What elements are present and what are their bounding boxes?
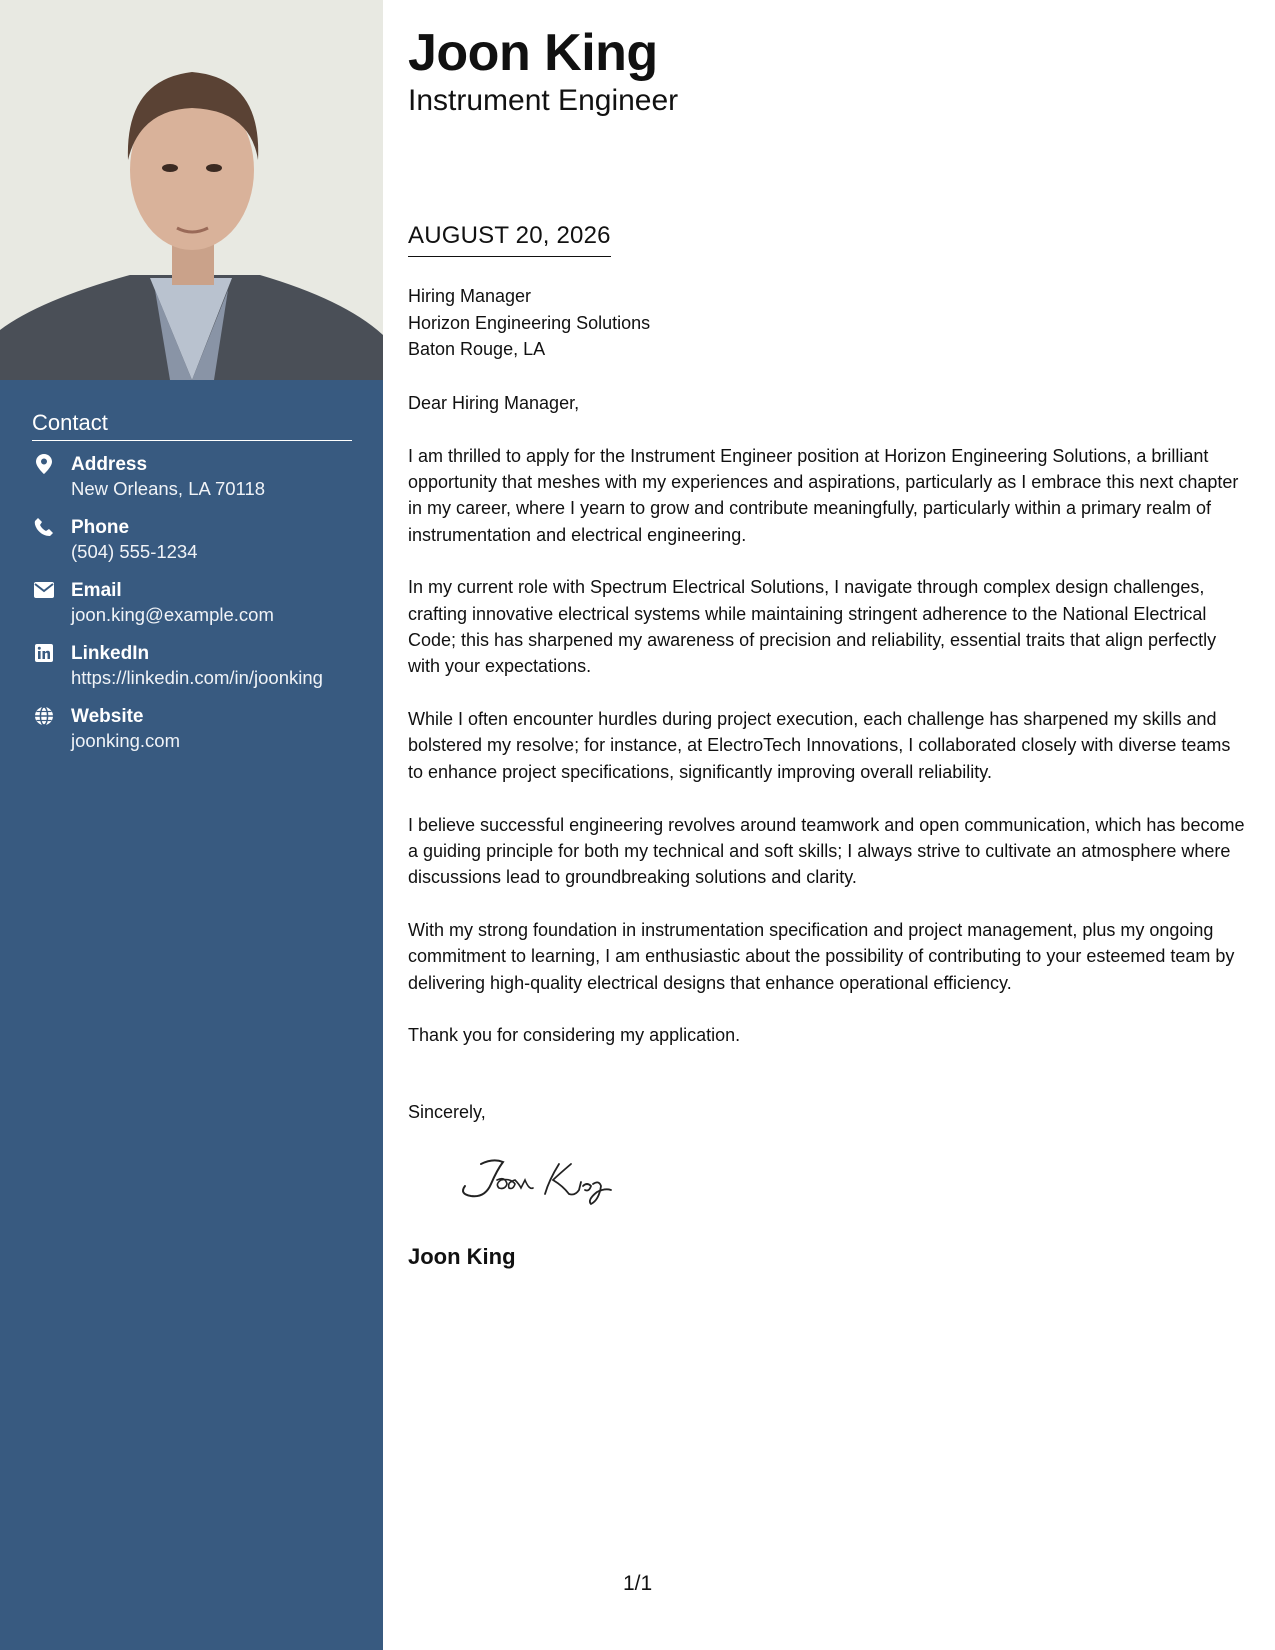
signature xyxy=(453,1150,633,1210)
sidebar xyxy=(0,0,383,1650)
body-paragraph: While I often encounter hurdles during project execution, each challenge has sharpened my skills and bolstered my resolve; for instance, at ElectroTech Innovations, I collaborated closely with diverse teams to enhance project specifications, significantly improving overall reliability. xyxy=(408,709,1231,782)
profile-photo xyxy=(0,0,383,380)
salutation: Dear Hiring Manager, xyxy=(408,393,580,413)
contact-website xyxy=(32,705,352,768)
body-paragraph: Thank you for considering my application. xyxy=(408,1025,741,1046)
phone-icon xyxy=(34,517,54,537)
globe-icon xyxy=(34,706,54,726)
body-paragraph: I believe successful engineering revolves around teamwork and open communication, which has become a guiding principle for both my technical and soft skills; I always strive to cultivate an atmosphere where discussions lead to groundbreaking solutions and clarity. xyxy=(408,814,1245,888)
body-paragraph: I am thrilled to apply for the Instrument Engineer position at Horizon Engineering Solutions, a brilliant opportunity that meshes with my experiences and aspirations, particularly as I embrace this next chapter in my career, where I yearn to grow and contribute meaningfully, particularly within a primary realm of instrumentation and electrical engineering. xyxy=(408,445,1239,545)
address-label: Address xyxy=(71,454,148,475)
address-value: New Orleans, LA 70118 xyxy=(71,478,266,499)
contact-linkedin xyxy=(32,642,352,705)
website-label: Website xyxy=(71,706,144,727)
email-value[interactable]: joon.king@example.com xyxy=(71,604,274,625)
letter-date: AUGUST 20, 2026 xyxy=(408,222,611,257)
recipient-block xyxy=(408,283,650,363)
applicant-name: Joon King xyxy=(408,24,658,82)
signer-name: Joon King xyxy=(408,1244,516,1269)
recipient-title: Hiring Manager xyxy=(408,286,532,306)
linkedin-value[interactable]: https://linkedin.com/in/joonking xyxy=(71,667,323,688)
linkedin-icon xyxy=(34,643,54,663)
envelope-icon xyxy=(34,580,54,600)
phone-label: Phone xyxy=(71,517,130,538)
applicant-role: Instrument Engineer xyxy=(408,84,679,117)
contact-phone xyxy=(32,516,352,579)
closing: Sincerely, xyxy=(408,1102,486,1122)
map-pin-icon xyxy=(34,454,54,474)
linkedin-label: LinkedIn xyxy=(71,643,150,664)
body-paragraph: With my strong foundation in instrumentation specification and project management, plus my ongoing commitment to learning, I am enthusiastic about the possibility of contributing to your esteemed team by delivering high-quality electrical designs that enhance operational efficiency. xyxy=(408,919,1235,993)
page-number: 1/1 xyxy=(623,1572,653,1595)
contact-section xyxy=(32,410,352,768)
contact-address xyxy=(32,453,352,516)
email-label: Email xyxy=(71,580,122,601)
phone-value: (504) 555-1234 xyxy=(71,541,198,562)
contact-heading: Contact xyxy=(32,410,352,441)
recipient-location: Baton Rouge, LA xyxy=(408,339,546,359)
website-value[interactable]: joonking.com xyxy=(71,730,181,751)
recipient-company: Horizon Engineering Solutions xyxy=(408,312,651,333)
body-paragraph: In my current role with Spectrum Electrical Solutions, I navigate through complex design challenges, crafting innovative electrical systems while maintaining stringent adherence to the National Electrical Code; this has sharpened my awareness of precision and reliability, essential traits that align perfectly with your expectations. xyxy=(408,577,1217,677)
letter-body xyxy=(408,390,1248,1075)
contact-email xyxy=(32,579,352,642)
